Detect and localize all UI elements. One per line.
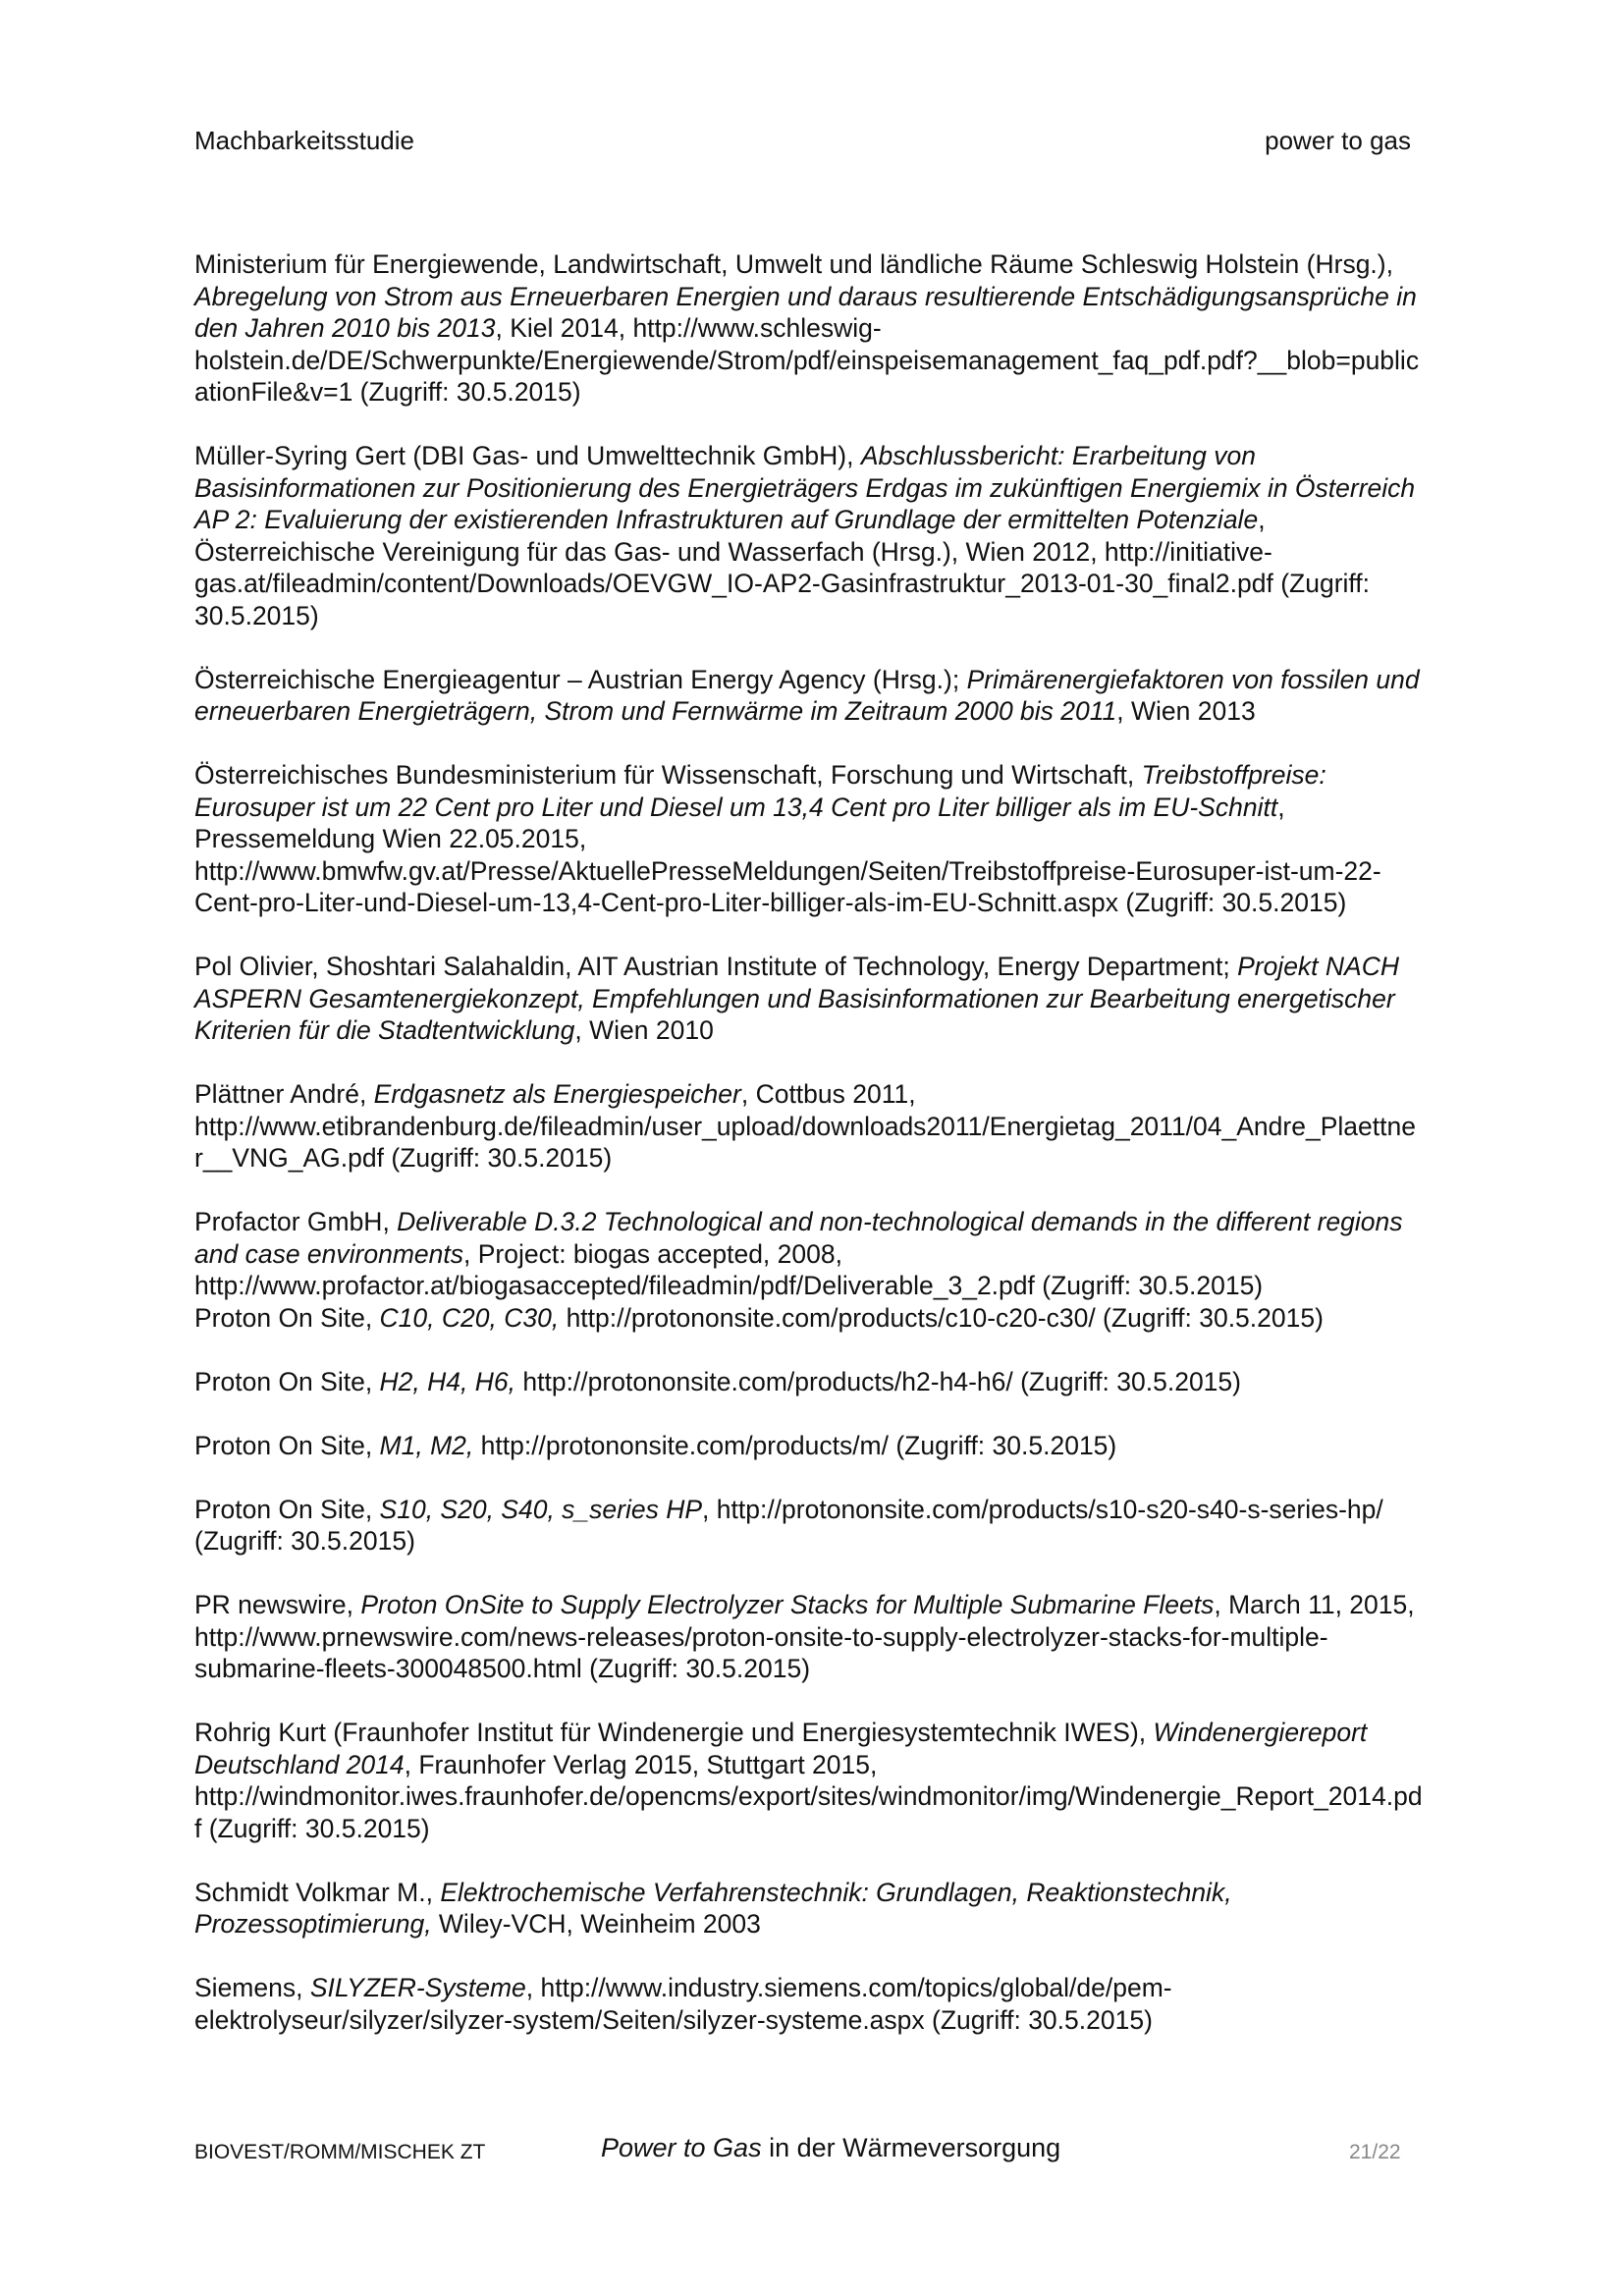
reference-text: Schmidt Volkmar M., (194, 1877, 441, 1907)
reference-text: Profactor GmbH, (194, 1207, 398, 1236)
reference-title-text: den Jahren 2010 bis 2013 (194, 313, 496, 343)
reference-text: Cent-pro-Liter-und-Diesel-um-13,4-Cent-pro-Liter-billiger-als-im-EU-Schnitt.aspx (Zugriff: 30.5.2015) (194, 888, 1347, 917)
reference-line (194, 248, 1500, 281)
reference-title-text: Basisinformationen zur Positionierung des Energieträgers Erdgas im zukünftigen Energiemix in Österreich (194, 472, 1416, 503)
reference-title-text: S10, S20, S40, s_series HP (379, 1494, 703, 1524)
reference-text: , Kiel 2014, http://www.schleswig- (495, 313, 882, 343)
reference-line (194, 1621, 1500, 1654)
reference-line (194, 1877, 1500, 1909)
reference-text: http://protononsite.com/products/h2-h4-h6/ (Zugriff: 30.5.2015) (515, 1366, 1241, 1396)
reference-line (194, 1780, 1500, 1813)
reference-line (194, 312, 1500, 345)
reference-text: r__VNG_AG.pdf (Zugriff: 30.5.2015) (194, 1143, 613, 1173)
reference-title-text: Erdgasnetz als Energiespeicher (373, 1079, 741, 1109)
reference-title-text: M1, M2, (379, 1430, 474, 1460)
reference-title-text: Eurosuper ist um 22 Cent pro Liter und Diesel um 13,4 Cent pro Liter billiger als im EU-Schnitt (194, 792, 1278, 822)
reference-text: Österreichische Energieagentur – Austrian Energy Agency (Hrsg.); (194, 664, 967, 694)
reference-line (194, 472, 1500, 505)
reference-line (194, 1494, 1500, 1526)
reference-text: http://protononsite.com/products/c10-c20-c30/ (Zugriff: 30.5.2015) (559, 1302, 1324, 1333)
reference-text: holstein.de/DE/Schwerpunkte/Energiewende/Strom/pdf/einspeisemanagement_faq_pdf.pdf?__blob=public (194, 345, 1420, 375)
reference-line (194, 1813, 1500, 1845)
page-number: 21/22 (1349, 2141, 1401, 2163)
reference-text: http://www.prnewswire.com/news-releases/proton-onsite-to-supply-electrolyzer-stacks-for-multiple- (194, 1621, 1328, 1652)
reference-line (194, 1142, 1500, 1175)
reference-line (194, 600, 1500, 632)
reference-text: 30.5.2015) (194, 600, 319, 630)
reference-title-text: Kriterien für die Stadtentwicklung (194, 1015, 575, 1045)
reference-line (194, 376, 1500, 409)
reference-title-text: C10, C20, C30, (379, 1302, 560, 1333)
reference-text: Rohrig Kurt (Fraunhofer Institut für Windenergie und Energiesystemtechnik IWES), (194, 1718, 1154, 1747)
reference-line (194, 536, 1500, 569)
reference-text: Proton On Site, (194, 1430, 380, 1460)
reference-entry (194, 248, 1500, 409)
reference-title-text: Windenergiereport (1153, 1718, 1368, 1747)
reference-entry (194, 1430, 1500, 1462)
reference-entry (194, 1972, 1500, 2036)
reference-line (194, 759, 1500, 792)
reference-list (194, 248, 1500, 2068)
reference-text: , (1258, 505, 1266, 534)
reference-line (194, 1525, 1500, 1558)
reference-title-text: and case environments (194, 1238, 463, 1269)
reference-line (194, 440, 1500, 472)
reference-title-text: Primärenergiefaktoren von fossilen und (966, 664, 1420, 694)
reference-line (194, 695, 1500, 728)
reference-line (194, 1014, 1500, 1047)
footer-title-rest: in der Wärmeversorgung (761, 2133, 1061, 2162)
reference-entry (194, 664, 1500, 728)
reference-text: , March 11, 2015, (1214, 1590, 1415, 1619)
reference-text: Plättner André, (194, 1079, 374, 1109)
reference-line (194, 664, 1500, 696)
reference-title-text: SILYZER-Systeme (309, 1973, 526, 2002)
footer-document-title (601, 2133, 1060, 2163)
reference-text: Österreichisches Bundesministerium für Wissenschaft, Forschung und Wirtschaft, (194, 760, 1142, 790)
reference-text: Pol Olivier, Shoshtari Salahaldin, AIT Austrian Institute of Technology, Energy Department; (194, 952, 1238, 981)
reference-line (194, 1270, 1500, 1302)
reference-text: Proton On Site, (194, 1494, 380, 1524)
reference-text: (Zugriff: 30.5.2015) (194, 1526, 415, 1556)
reference-title-text: Projekt NACH (1237, 952, 1399, 981)
reference-line (194, 1078, 1500, 1111)
reference-line (194, 1653, 1500, 1685)
reference-line (194, 281, 1500, 313)
reference-text: http://windmonitor.iwes.fraunhofer.de/opencms/export/sites/windmonitor/img/Windenergie_Report_2014.pd (194, 1781, 1423, 1811)
reference-text: Ministerium für Energiewende, Landwirtschaft, Umwelt und ländliche Räume Schleswig Holstein (Hrsg.), (194, 249, 1393, 279)
reference-line (194, 1717, 1500, 1749)
reference-text: http://www.bmwfw.gv.at/Presse/AktuellePresseMeldungen/Seiten/Treibstoffpreise-Eurosuper-ist-um-22- (194, 855, 1381, 886)
reference-text: PR newswire, (194, 1590, 361, 1619)
reference-text: f (Zugriff: 30.5.2015) (194, 1813, 430, 1843)
reference-line (194, 951, 1500, 983)
reference-entry (194, 1078, 1500, 1175)
reference-line (194, 504, 1500, 536)
reference-line (194, 1302, 1500, 1335)
reference-line (194, 1972, 1500, 2004)
reference-title-text: erneuerbaren Energieträgern, Strom und Fernwärme im Zeitraum 2000 bis 2011 (194, 696, 1117, 726)
reference-entry (194, 440, 1500, 631)
reference-text: http://www.etibrandenburg.de/fileadmin/user_upload/downloads2011/Energietag_2011/04_Andre_Plaettne (194, 1111, 1416, 1141)
footer-authors: BIOVEST/ROMM/MISCHEK ZT (194, 2141, 486, 2163)
reference-title-text: Prozessoptimierung, (194, 1909, 432, 1939)
reference-title-text: Abregelung von Strom aus Erneuerbaren Energien und daraus resultierende Entschädigungsansprüche in (194, 281, 1417, 311)
reference-line (194, 1430, 1500, 1462)
reference-text: , Fraunhofer Verlag 2015, Stuttgart 2015, (404, 1749, 878, 1779)
reference-line (194, 1749, 1500, 1781)
reference-line (194, 823, 1500, 855)
running-header-title: Machbarkeitsstudie (194, 126, 414, 155)
reference-line (194, 887, 1500, 919)
reference-title-text: Abschlussbericht: Erarbeitung von (860, 441, 1256, 470)
reference-text: , Cottbus 2011, (740, 1079, 916, 1109)
reference-title-text: ASPERN Gesamtenergiekonzept, Empfehlungen und Basisinformationen zur Bearbeitung energetischer (194, 983, 1395, 1013)
reference-title-text: Proton OnSite to Supply Electrolyzer Stacks for Multiple Submarine Fleets (360, 1590, 1215, 1619)
reference-line (194, 1238, 1500, 1271)
reference-text: , Wien 2010 (574, 1015, 714, 1045)
reference-line (194, 1111, 1500, 1143)
reference-text: , Project: biogas accepted, 2008, (463, 1238, 842, 1269)
reference-text: Proton On Site, (194, 1302, 380, 1333)
reference-entry (194, 1206, 1500, 1302)
running-header-topic: power to gas (1265, 126, 1411, 155)
reference-line (194, 792, 1500, 824)
reference-entry (194, 1494, 1500, 1558)
reference-text: , (1277, 792, 1285, 822)
page-footer (0, 2133, 1623, 2172)
reference-line (194, 1908, 1500, 1941)
reference-entry (194, 1302, 1500, 1335)
reference-text: Pressemeldung Wien 22.05.2015, (194, 824, 587, 853)
reference-line (194, 1206, 1500, 1238)
reference-entry (194, 1717, 1500, 1844)
reference-title-text: H2, H4, H6, (379, 1366, 515, 1396)
reference-text: , http://protononsite.com/products/s10-s20-s40-s-series-hp/ (702, 1494, 1383, 1524)
reference-text: , http://www.industry.siemens.com/topics/global/de/pem- (525, 1973, 1172, 2002)
reference-text: ationFile&v=1 (Zugriff: 30.5.2015) (194, 377, 581, 407)
reference-line (194, 1366, 1500, 1398)
reference-title-text: Treibstoffpreise: (1141, 760, 1326, 790)
reference-line (194, 345, 1500, 377)
reference-text: http://protononsite.com/products/m/ (Zugriff: 30.5.2015) (473, 1430, 1117, 1460)
reference-entry (194, 1589, 1500, 1685)
reference-text: Österreichische Vereinigung für das Gas- und Wasserfach (Hrsg.), Wien 2012, http://initiative- (194, 536, 1272, 567)
reference-text: Proton On Site, (194, 1366, 380, 1396)
reference-title-text: AP 2: Evaluierung der existierenden Infrastrukturen auf Grundlage der ermittelten Potenziale (194, 505, 1259, 534)
reference-text: gas.at/fileadmin/content/Downloads/OEVGW_IO-AP2-Gasinfrastruktur_2013-01-30_final2.pdf (Zugriff: (194, 569, 1371, 598)
reference-title-text: Elektrochemische Verfahrenstechnik: Grundlagen, Reaktionstechnik, (440, 1877, 1232, 1907)
reference-line (194, 983, 1500, 1015)
reference-text: submarine-fleets-300048500.html (Zugriff: 30.5.2015) (194, 1654, 811, 1683)
reference-text: elektrolyseur/silyzer/silyzer-system/Seiten/silyzer-systeme.aspx (Zugriff: 30.5.2015) (194, 2004, 1153, 2035)
reference-title-text: Deutschland 2014 (194, 1749, 405, 1779)
reference-text: Siemens, (194, 1973, 310, 2002)
reference-line (194, 2004, 1500, 2037)
reference-text: Müller-Syring Gert (DBI Gas- und Umwelttechnik GmbH), (194, 441, 861, 470)
reference-entry (194, 1366, 1500, 1398)
reference-entry (194, 759, 1500, 919)
reference-entry (194, 1877, 1500, 1941)
reference-entry (194, 951, 1500, 1047)
reference-line (194, 568, 1500, 600)
footer-title-italic: Power to Gas (601, 2133, 762, 2162)
reference-text: Wiley-VCH, Weinheim 2003 (431, 1909, 761, 1939)
reference-line (194, 1589, 1500, 1621)
reference-text: http://www.profactor.at/biogasaccepted/fileadmin/pdf/Deliverable_3_2.pdf (Zugriff: 30.5.2015) (194, 1271, 1264, 1300)
reference-line (194, 855, 1500, 888)
reference-title-text: Deliverable D.3.2 Technological and non-technological demands in the different regions (397, 1207, 1403, 1236)
reference-text: , Wien 2013 (1116, 696, 1256, 726)
